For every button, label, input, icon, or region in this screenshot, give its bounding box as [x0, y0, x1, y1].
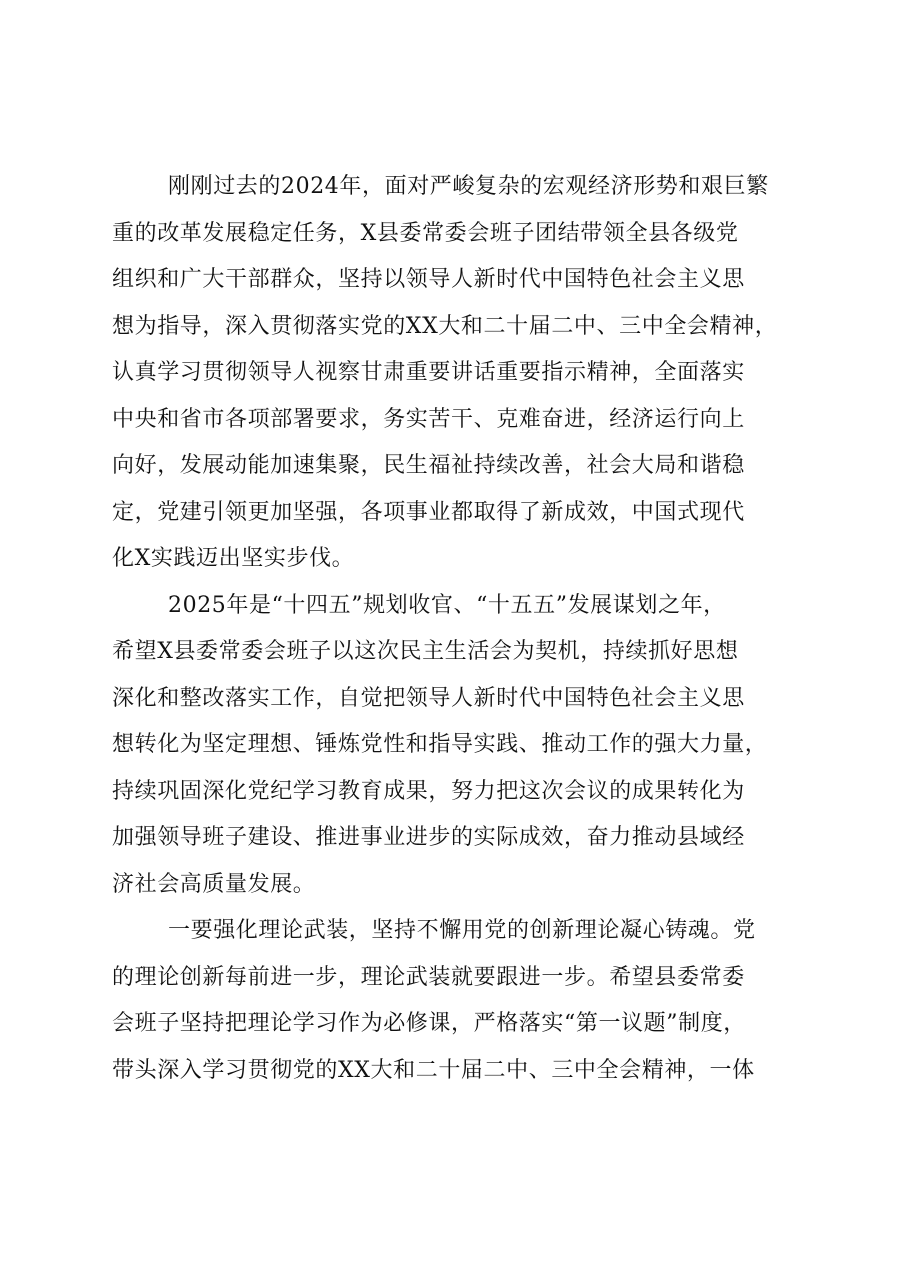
paragraph-2: [112, 583, 812, 909]
paragraph-line: 2025年是“十四五”规划收官、“十五五”发展谋划之年，: [168, 592, 726, 618]
document-body: [112, 164, 812, 1094]
paragraph-line: 想转化为坚定理想、锤炼党性和指导实践、推动工作的强大力量，: [112, 732, 768, 757]
paragraph-line: 一要强化理论武装，坚持不懈用党的创新理论凝心铸魂。党: [168, 918, 756, 943]
paragraph-line: 希望X县委常委会班子以这次民主生活会为契机，持续抓好思想: [112, 639, 739, 664]
paragraph-line: 深化和整改落实工作，自觉把领导人新时代中国特色社会主义思: [112, 685, 745, 711]
paragraph-line: 持续巩固深化党纪学习教育成果，努力把这次会议的成果转化为: [112, 778, 745, 804]
paragraph-line: 带头深入学习贯彻党的XX大和二十届二中、三中全会精神，一体: [112, 1057, 755, 1083]
paragraph-line: 济社会高质量发展。: [112, 871, 316, 897]
paragraph-line: 向好，发展动能加速集聚，民生福祉持续改善，社会大局和谐稳: [112, 453, 745, 478]
paragraph-line: 的理论创新每前进一步，理论武装就要跟进一步。希望县委常委: [112, 964, 745, 990]
paragraph-line: 组织和广大干部群众，坚持以领导人新时代中国特色社会主义思: [112, 267, 745, 292]
paragraph-line: 化X实践迈出坚实步伐。: [112, 546, 355, 571]
paragraph-line: 会班子坚持把理论学习作为必修课，严格落实“第一议题”制度，: [112, 1011, 746, 1036]
paragraph-1: [112, 164, 812, 583]
paragraph-line: 加强领导班子建设、推进事业进步的实际成效，奋力推动县域经: [112, 825, 745, 850]
paragraph-line: 重的改革发展稳定任务，X县委常委会班子团结带领全县各级党: [112, 220, 739, 246]
paragraph-line: 定，党建引领更加坚强，各项事业都取得了新成效，中国式现代: [112, 499, 745, 525]
paragraph-3: [112, 908, 812, 1094]
paragraph-line: 认真学习贯彻领导人视察甘肃重要讲话重要指示精神，全面落实: [112, 360, 745, 385]
paragraph-line: 刚刚过去的2024年，面对严峻复杂的宏观经济形势和艰巨繁: [168, 174, 769, 199]
paragraph-line: 中央和省市各项部署要求，务实苦干、克难奋进，经济运行向上: [112, 406, 745, 432]
paragraph-line: 想为指导，深入贯彻落实党的XX大和二十届二中、三中全会精神，: [112, 313, 778, 339]
